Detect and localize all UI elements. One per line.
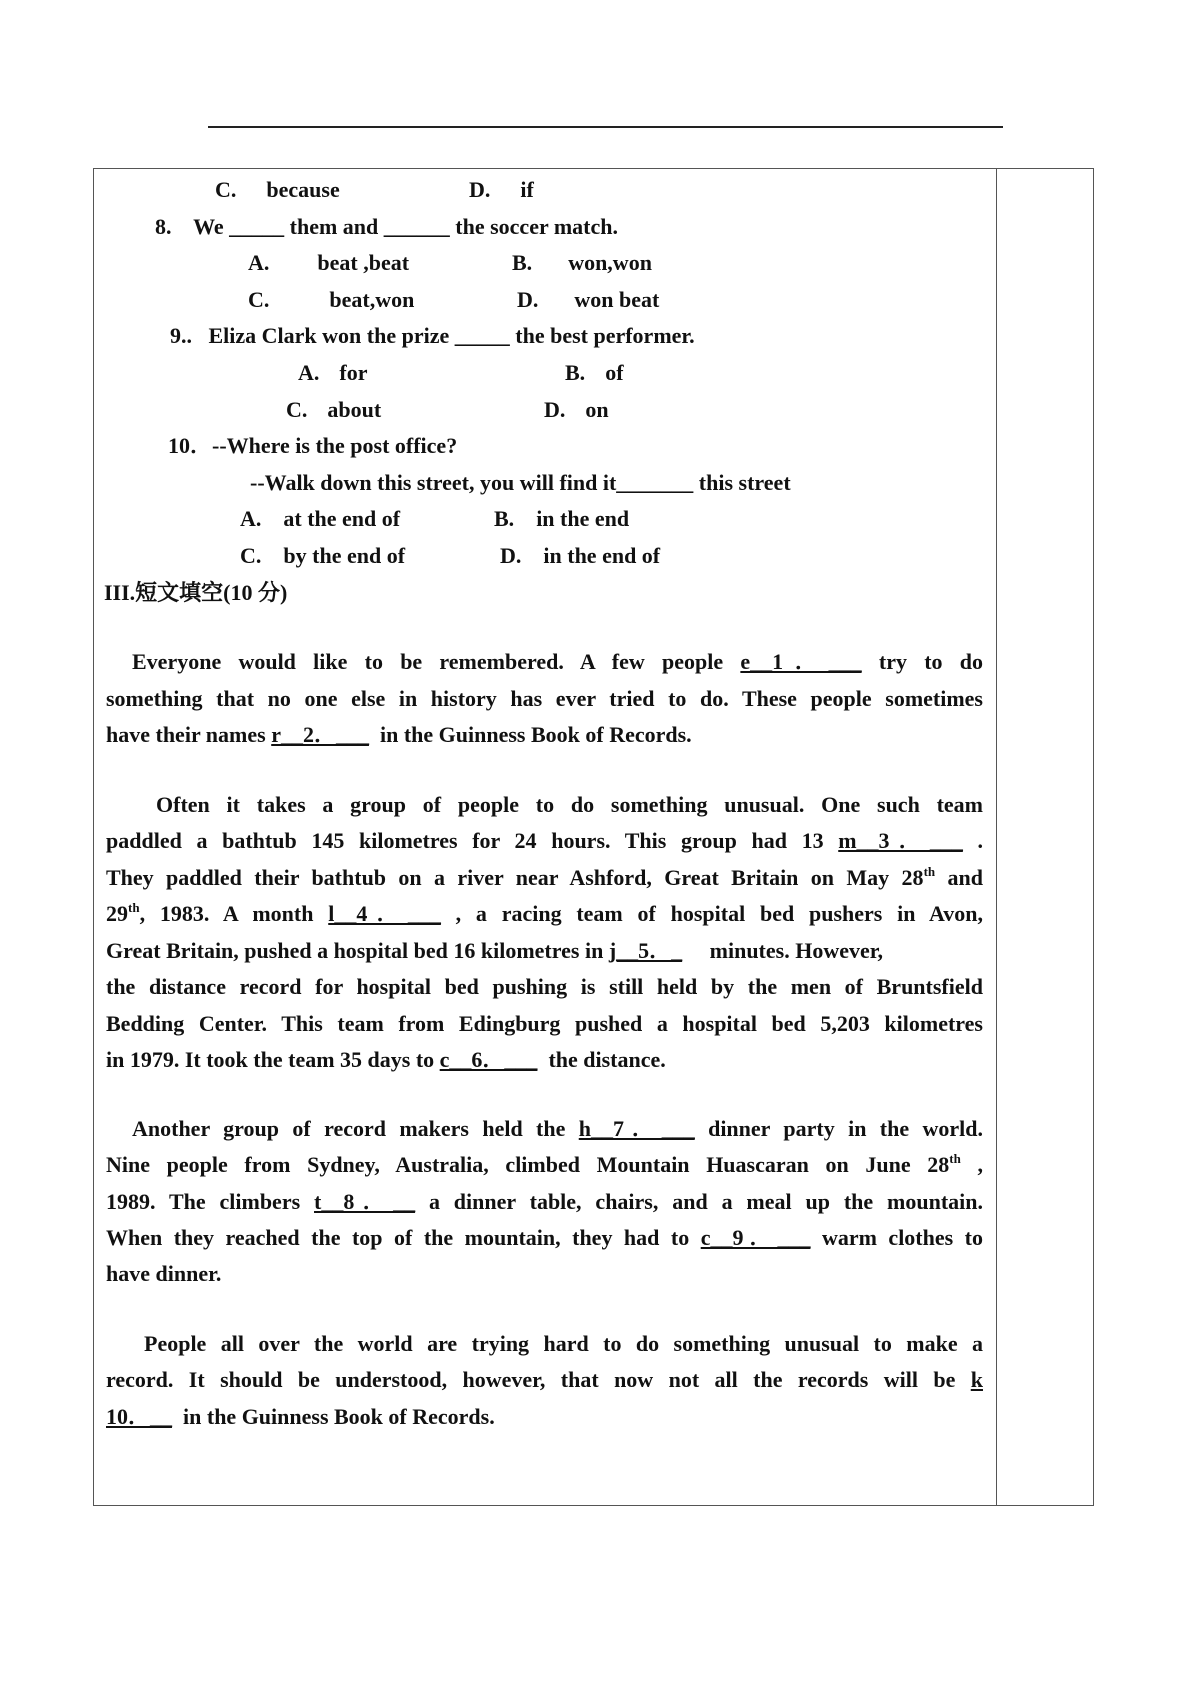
passage-line: When they reached the top of the mountain, they had to c__9．___ warm clothes to <box>106 1225 984 1250</box>
passage-line: have dinner. <box>106 1261 222 1286</box>
q8-option-b: B. won,won <box>512 250 652 275</box>
q9-option-c: C. about <box>286 397 382 422</box>
passage-line: 10．__ in the Guinness Book of Records. <box>106 1404 495 1429</box>
q8-stem: 8. We _____ them and ______ the soccer match. <box>155 214 618 239</box>
passage-line: Often it takes a group of people to do something unusual. One such team <box>156 792 983 817</box>
q10-stem-reply: --Walk down this street, you will find it_______ this street <box>250 470 791 495</box>
q10-option-b: B. in the end <box>494 506 630 531</box>
blank-4: l__4．___ <box>328 901 441 926</box>
passage-line: record. It should be understood, however, that now not all the records will be k <box>106 1367 983 1392</box>
q10-option-d: D. in the end of <box>500 543 661 568</box>
blank-1: e__1．___ <box>740 649 862 674</box>
q8-option-c: C. beat,won <box>248 287 415 312</box>
passage-line: in 1979. It took the team 35 days to c__6．___ the distance. <box>106 1047 666 1072</box>
q10-stem: 10．--Where is the post office? <box>168 433 458 458</box>
q10-option-a: A. at the end of <box>240 506 401 531</box>
passage-line: have their names r__2．___ in the Guinness Book of Records. <box>106 722 692 747</box>
passage-line: Great Britain, pushed a hospital bed 16 kilometres in j__5．_ minutes. However, <box>106 938 883 963</box>
blank-10: k <box>970 1367 983 1392</box>
passage-line: Another group of record makers held the h__7．___ dinner party in the world. <box>132 1116 983 1141</box>
q8-option-a: A. beat ,beat <box>248 250 410 275</box>
blank-10-number: 10．__ <box>106 1404 173 1429</box>
passage-line: People all over the world are trying hard to do something unusual to make a <box>144 1331 983 1356</box>
passage-line: 29th, 1983. A month l__4．___ , a racing team of hospital bed pushers in Avon, <box>106 900 983 926</box>
passage-line: paddled a bathtub 145 kilometres for 24 hours. This group had 13 m__3．___ . <box>106 828 984 853</box>
passage-line: 1989. The climbers t__8．__ a dinner table, chairs, and a meal up the mountain. <box>106 1189 983 1214</box>
passage-line: something that no one else in history has ever tried to do. These people sometimes <box>106 686 983 711</box>
passage-line: They paddled their bathtub on a river near Ashford, Great Britain on May 28th and <box>106 864 983 890</box>
margin-column-divider <box>996 168 997 1506</box>
q7-option-d: D. if <box>469 177 534 202</box>
blank-6: c__6．___ <box>439 1047 538 1072</box>
blank-3: m__3．___ <box>838 828 963 853</box>
header-rule <box>208 126 1003 128</box>
blank-2: r__2．___ <box>271 722 369 747</box>
q9-option-a: A. for <box>298 360 368 385</box>
blank-8: t__8．__ <box>314 1189 416 1214</box>
q10-option-c: C. by the end of <box>240 543 406 568</box>
q9-option-d: D. on <box>544 397 609 422</box>
q7-option-c: C. because <box>215 177 340 202</box>
passage-line: the distance record for hospital bed pushing is still held by the men of Bruntsfield <box>106 974 983 999</box>
blank-7: h__7．___ <box>578 1116 695 1141</box>
passage-line: Bedding Center. This team from Edingburg pushed a hospital bed 5,203 kilometres <box>106 1011 983 1036</box>
q8-option-d: D. won beat <box>517 287 660 312</box>
q9-option-b: B. of <box>565 360 624 385</box>
blank-5: j__5．_ <box>608 938 683 963</box>
section-title: III.短文填空(10 分) <box>104 580 288 605</box>
passage-line: Everyone would like to be remembered. A few people e__1．___ try to do <box>132 649 984 674</box>
q9-stem: 9.. Eliza Clark won the prize _____ the best performer. <box>170 323 695 348</box>
passage-line: Nine people from Sydney, Australia, climbed Mountain Huascaran on June 28th , <box>106 1151 984 1177</box>
blank-9: c__9．___ <box>700 1225 811 1250</box>
